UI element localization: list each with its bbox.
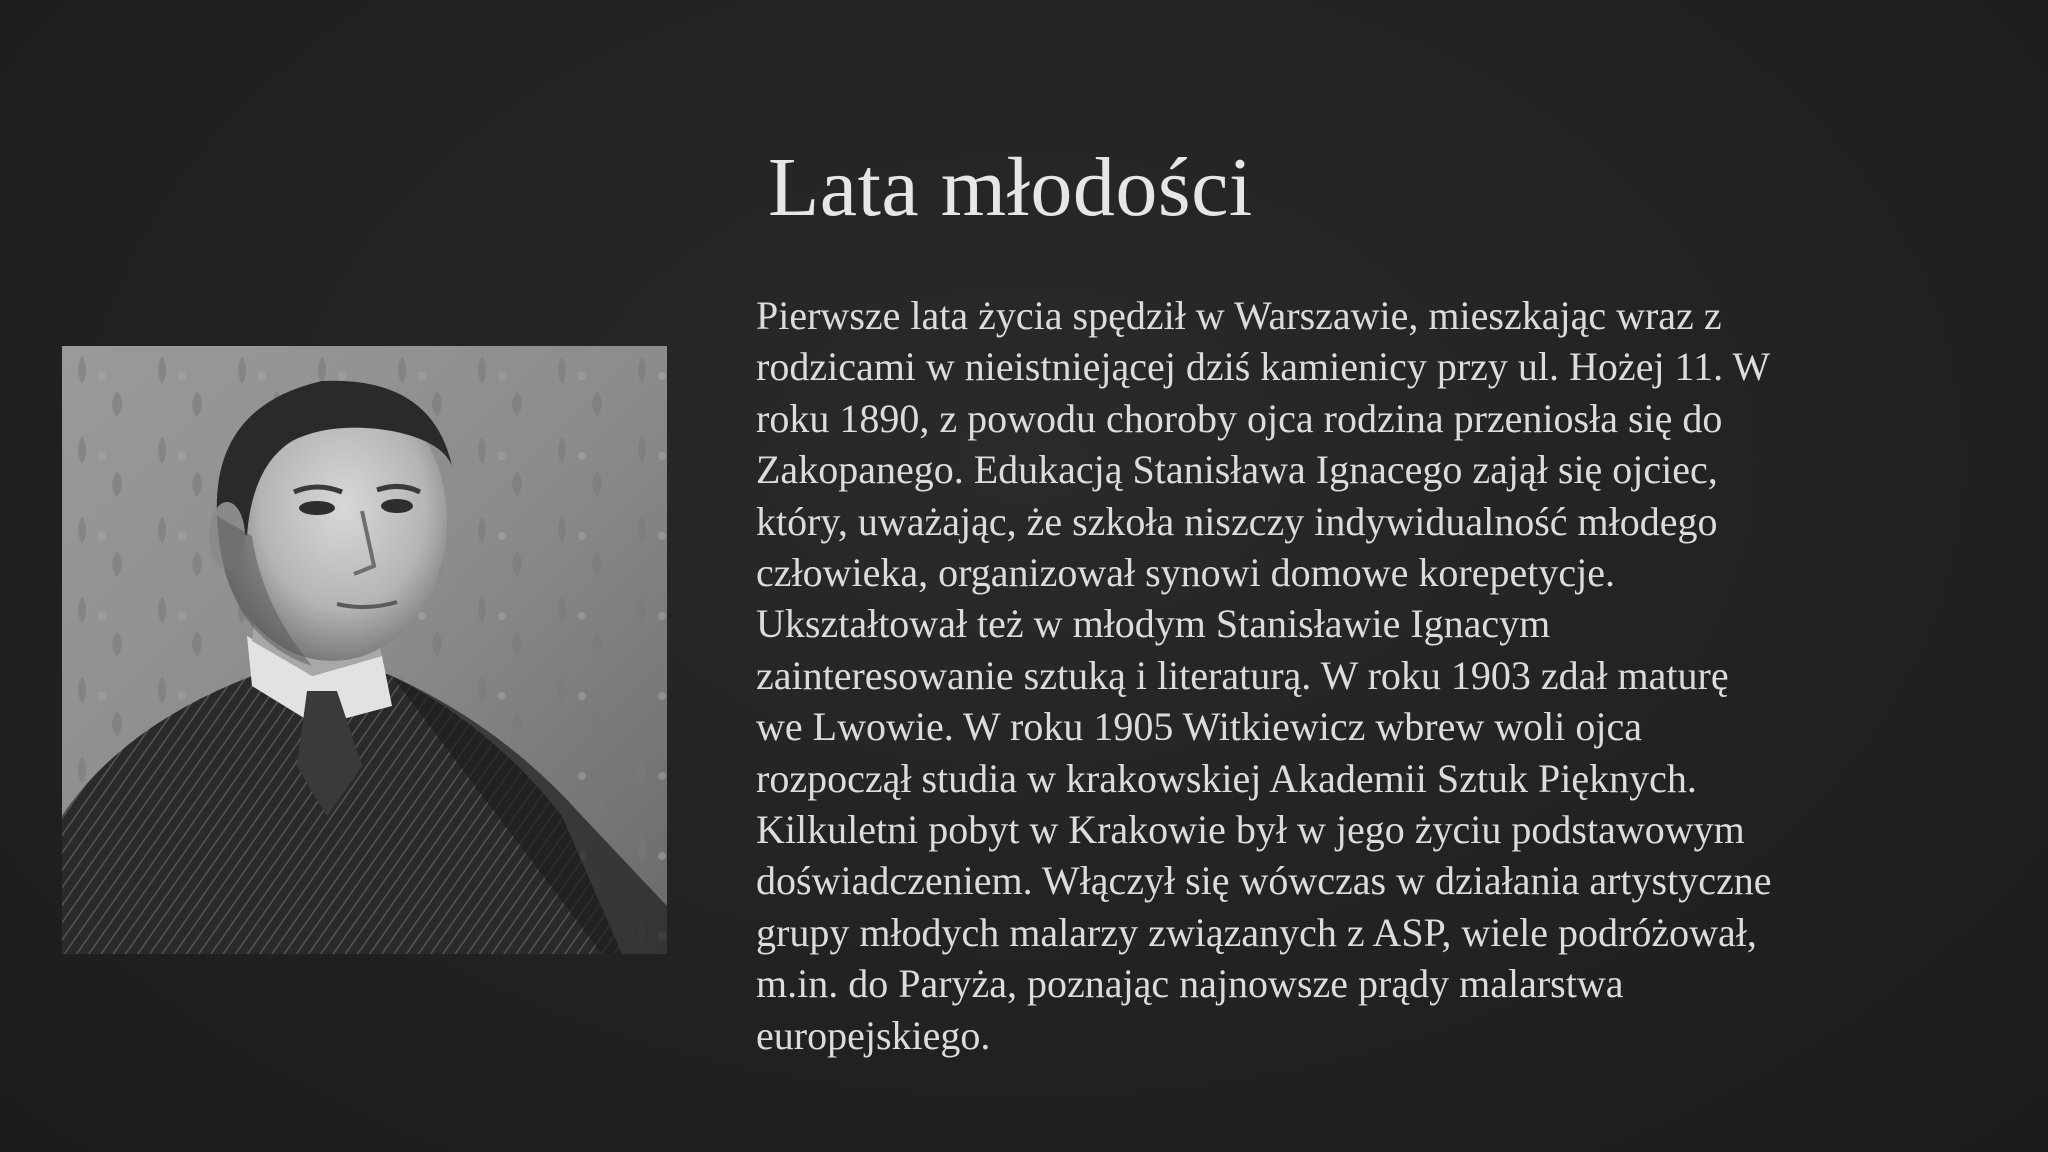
- portrait-photo: [62, 346, 667, 954]
- body-text: Pierwsze lata życia spędził w Warszawie, mieszkając wraz z rodzicami w nieistniejącej dziś kamienicy przy ul. Hożej 11. W roku 1890, z powodu choroby ojca rodzina przeniosła się do Zakopanego. Edukacją Stanisława Ignacego zajął się ojciec, który, uważając, że szkoła niszczy indywidualność młodego człowieka, organizował synowi domowe korepetycje. Ukształtował też w młodym Stanisławie Ignacym zainteresowanie sztuką i literaturą. W roku 1903 zdał maturę we Lwowie. W roku 1905 Witkiewicz wbrew woli ojca rozpoczął studia w krakowskiej Akademii Sztuk Pięknych. Kilkuletni pobyt w Krakowie był w jego życiu podstawowym doświadczeniem. Włączył się wówczas w działania artystyczne grupy młodych malarzy związanych z ASP, wiele podróżował, m.in. do Paryża, poznając najnowsze prądy malarstwa europejskiego.: [756, 293, 1772, 1058]
- slide-title: Lata młodości: [768, 141, 1253, 234]
- portrait-photo-icon: [62, 346, 667, 954]
